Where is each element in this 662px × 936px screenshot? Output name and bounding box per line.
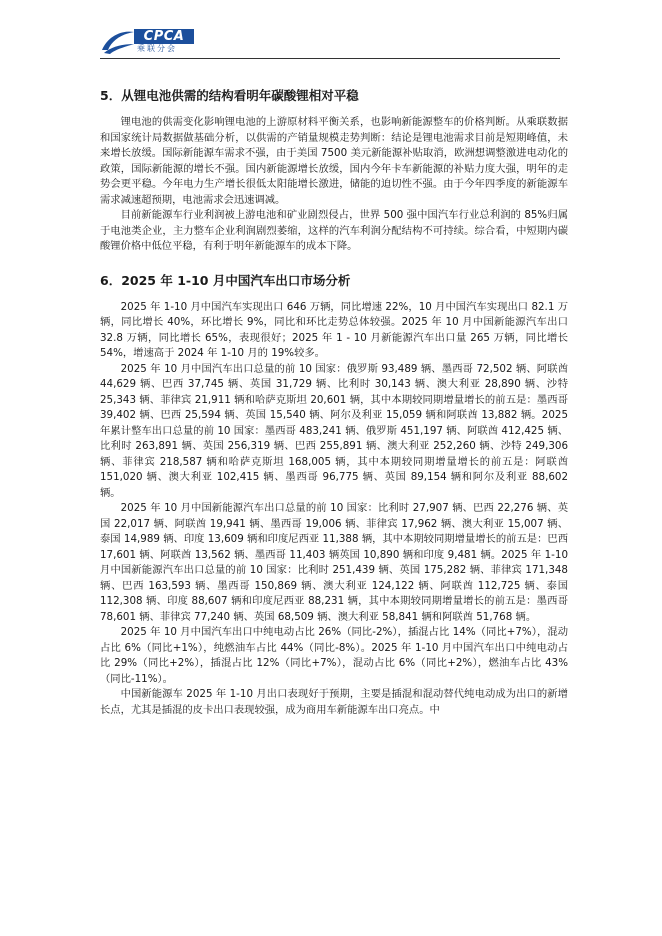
section-5-title: 5．从锂电池供需的结构看明年碳酸锂相对平稳 bbox=[100, 88, 359, 103]
section-5-paragraph: 锂电池的供需变化影响锂电池的上游原材料平衡关系，也影响新能源整车的价格判断。从乘联数据和国家统计局数据做基础分析，以供需的产销量规模走势判断：结论是锂电池需求目前是短期峰值，未来增长放缓。国际新能源车需求不强，由于美国 7500 美元新能源补贴取消，欧洲想调整激进电动化的政策，国际新能源的增长不强。国内新能源增长放缓，国内今年卡车新能源的补贴力度大强，明年的走势会更平稳。今年电力生产增长很低太阳能增长激进，储能的迫切性不强。由于今年四季度的新能源车需求减速超预期，电池需求会迅速调减。 bbox=[100, 116, 568, 206]
header-divider bbox=[100, 58, 560, 59]
section-6-paragraph: 2025 年 10 月中国新能源汽车出口总量的前 10 国家：比利时 27,907 辆、巴西 22,276 辆、英国 22,017 辆、阿联酋 19,941 辆、墨西哥 19,006 辆、菲律宾 17,962 辆、澳大利亚 15,007 辆、泰国 14,989 辆、印度 13,609 辆和印度尼西亚 11,388 辆，其中本期较同期增量增长的前五是：巴西 17,601 辆、阿联酋 13,562 辆、墨西哥 11,403 辆英国 10,890 辆和印度 9,481 辆。2025 年 1-10 月中国新能源汽车出口总量的前 10 国家：比利时 251,439 辆、英国 175,282 辆、菲律宾 171,348 辆、巴西 163,593 辆、墨西哥 150,869 辆、澳大利亚 124,122 辆、阿联酋 112,725 辆、泰国 112,308 辆、印度 88,607 辆和印度尼西亚 88,231 辆，其中本期较同期增量增长的前五是：墨西哥 78,601 辆、菲律宾 77,240 辆、英国 68,509 辆、澳大利亚 58,841 辆和阿联酋 51,768 辆。 bbox=[100, 502, 568, 623]
section-6-paragraph: 2025 年 1-10 月中国汽车实现出口 646 万辆，同比增速 22%，10 月中国汽车实现出口 82.1 万辆，同比增长 40%，环比增长 9%，同比和环比走势总体较强。2025 年 10 月中国新能源汽车出口 32.8 万辆，同比增长 65%，表现很好；2025 年 1 - 10 月新能源汽车出口量 265 万辆，同比增长 54%，增速高于 2024 年 1-10 月的 19%较多。 bbox=[100, 300, 568, 359]
logo-wordmark: CPCA bbox=[134, 29, 194, 44]
page-header bbox=[100, 24, 560, 60]
section-6-paragraph: 2025 年 10 月中国汽车出口总量的前 10 国家：俄罗斯 93,489 辆、墨西哥 72,502 辆、阿联酋 44,629 辆、巴西 37,745 辆、英国 31,729 辆、比利时 30,143 辆、澳大利亚 28,890 辆、沙特 25,343 辆、菲律宾 21,911 辆和哈萨克斯坦 20,601 辆，其中本期较同期增量增长的前五是：墨西哥 39,402 辆、巴西 25,594 辆、英国 15,540 辆、阿尔及利亚 15,059 辆和阿联酋 13,882 辆。2025 年累计整车出口总量的前 10 国家：墨西哥 483,241 辆、俄罗斯 451,197 辆、阿联酋 412,425 辆、比利时 263,891 辆、英国 256,319 辆、巴西 255,891 辆、澳大利亚 252,260 辆、沙特 249,306 辆、菲律宾 218,587 辆和哈萨克斯坦 168,005 辆，其中本期较同期增量增长的前五是：阿联酋 151,020 辆、澳大利亚 102,415 辆、墨西哥 96,775 辆、英国 89,154 辆和阿尔及利亚 88,602 辆。 bbox=[100, 362, 568, 499]
document-body bbox=[100, 88, 568, 718]
section-6-title: 6．2025 年 1-10 月中国汽车出口市场分析 bbox=[100, 272, 351, 288]
section-6-paragraph: 2025 年 10 月中国汽车出口中纯电动占比 26%（同比-2%），插混占比 14%（同比+7%），混动占比 6%（同比+1%），纯燃油车占比 44%（同比-8%）。2025 年 1-10 月中国汽车出口中纯电动占比 29%（同比+2%），插混占比 12%（同比+7%），混动占比 6%（同比+2%），燃油车占比 43%（同比-11%）。 bbox=[100, 626, 568, 685]
cpca-logo-swoosh-icon bbox=[100, 26, 136, 56]
logo-subtitle: 乘联分会 bbox=[137, 44, 177, 53]
section-5-paragraph: 目前新能源车行业利润被上游电池和矿业剧烈侵占，世界 500 强中国汽车行业总利润的 85%归属于电池类企业，主力整车企业利润剧烈萎缩，这样的汽车利润分配结构不可持续。综合看，中短期内碳酸锂价格中低位平稳，有利于明年新能源车的成本下降。 bbox=[100, 209, 568, 252]
cpca-logo bbox=[100, 24, 210, 58]
section-6-paragraph: 中国新能源车 2025 年 1-10 月出口表现好于预期，主要是插混和混动替代纯电动成为出口的新增长点，尤其是插混的皮卡出口表现较强，成为商用车新能源车出口亮点。中 bbox=[100, 688, 568, 716]
